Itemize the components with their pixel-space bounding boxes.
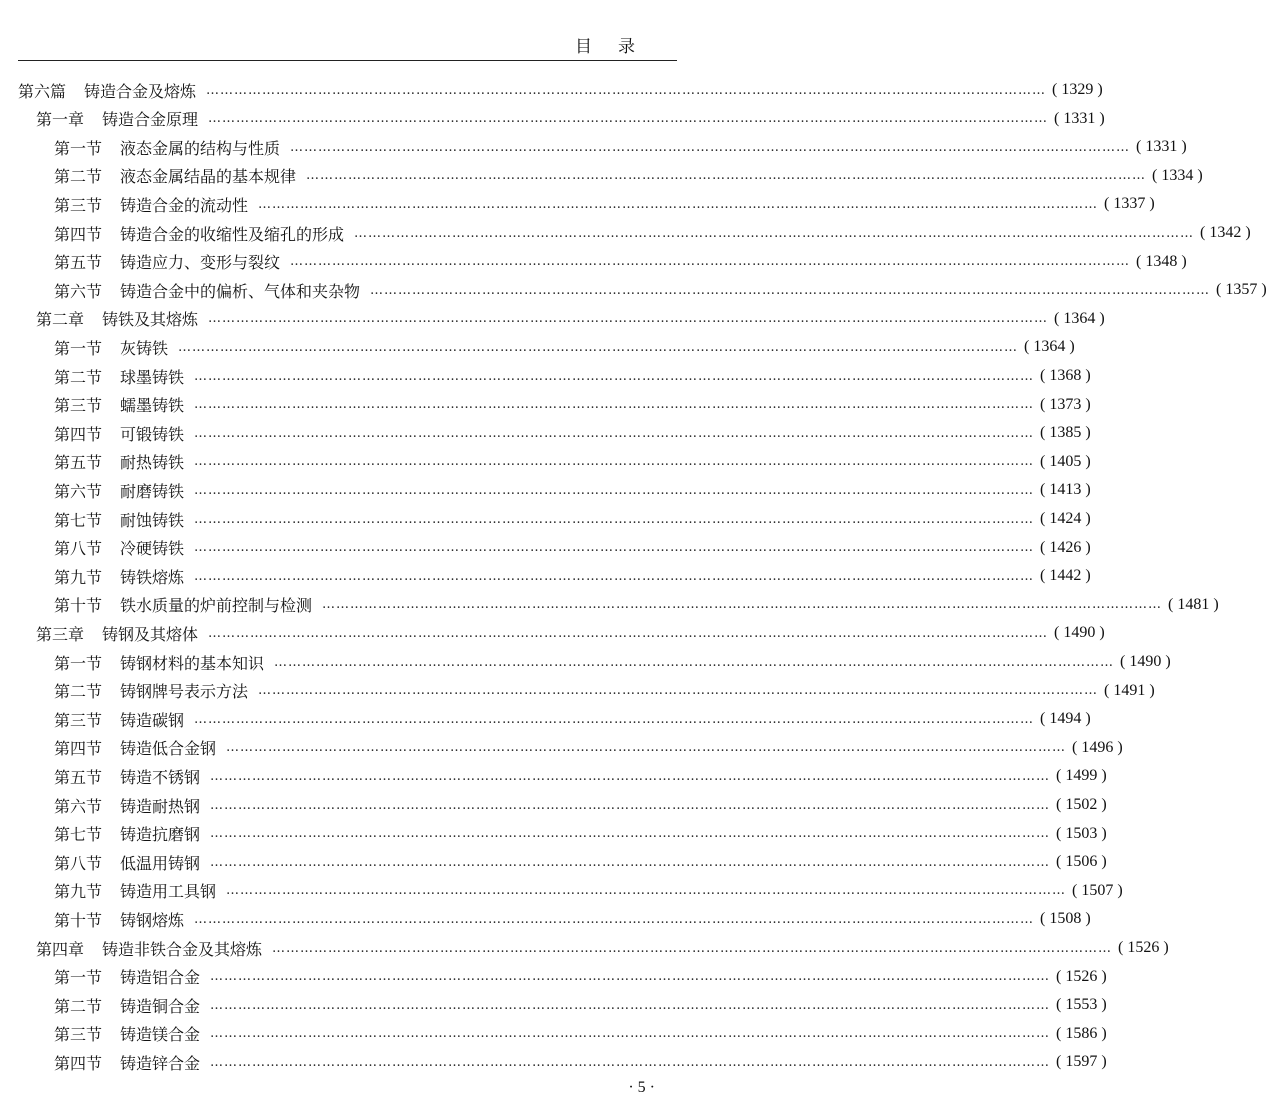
toc-entry-page: ( 1331 ) [1136,138,1187,156]
toc-entry-section[interactable] [0,219,1251,247]
toc-entry-section[interactable] [0,448,1091,476]
toc-entry-label: 第四节 [54,739,103,759]
toc-entry-page: ( 1348 ) [1136,252,1187,270]
toc-entry-title: 铸造抗磨钢 [120,825,201,845]
toc-entry-title: 铸造铝合金 [120,968,201,988]
toc-entry-title: 铸造低合金钢 [120,739,217,759]
toc-entry-section[interactable] [0,162,1203,190]
toc-entry-label: 第六篇 [18,81,67,101]
toc-entry-title: 铸造合金的流动性 [120,195,249,215]
toc-entry-section[interactable] [0,848,1107,876]
page-title: 目录 [575,37,661,57]
dot-leader: ……………………………………………………………………………………………………………………………………………………………… [354,225,1195,241]
dot-leader: ……………………………………………………………………………………………………………………………………………………………… [210,969,1051,985]
toc-entry-title: 铸造应力、变形与裂纹 [120,253,281,273]
toc-entry-label: 第十节 [54,910,103,930]
toc-entry-page: ( 1357 ) [1216,281,1267,299]
toc-entry-title: 铸钢材料的基本知识 [120,653,265,673]
dot-leader: ……………………………………………………………………………………………………………………………………………………………… [208,311,1049,327]
toc-entry-section[interactable] [0,505,1091,533]
toc-entry-title: 铸造镁合金 [120,1025,201,1045]
toc-entry-page: ( 1507 ) [1072,881,1123,899]
toc-entry-label: 第八节 [54,853,103,873]
dot-leader: ……………………………………………………………………………………………………………………………………………………………… [274,654,1115,670]
toc-entry-section[interactable] [0,476,1091,504]
toc-entry-title: 铸钢熔炼 [120,910,185,930]
toc-entry-section[interactable] [0,991,1107,1019]
toc-entry-page: ( 1337 ) [1104,195,1155,213]
toc-entry-label: 第二节 [54,167,103,187]
toc-entry-label: 第二节 [54,367,103,387]
dot-leader: ……………………………………………………………………………………………………………………………………………………………… [194,368,1035,384]
dot-leader: ……………………………………………………………………………………………………………………………………………………………… [210,797,1051,813]
toc-entry-title: 耐磨铸铁 [120,481,185,501]
toc-entry-page: ( 1494 ) [1040,710,1091,728]
toc-entry-title: 铸造耐热钢 [120,796,201,816]
toc-entry-title: 铸造合金的收缩性及缩孔的形成 [120,224,345,244]
toc-entry-title: 灰铸铁 [120,338,169,358]
toc-entry-page: ( 1342 ) [1200,224,1251,241]
toc-entry-page: ( 1499 ) [1056,767,1107,785]
toc-entry-chapter[interactable] [0,105,1105,133]
toc-entry-label: 第一节 [54,653,103,673]
toc-entry-label: 第五节 [54,767,103,787]
toc-entry-section[interactable] [0,963,1107,991]
toc-entry-title: 冷硬铸铁 [120,539,185,559]
toc-entry-page: ( 1373 ) [1040,395,1091,413]
toc-entry-title: 铸造合金及熔炼 [84,81,197,101]
toc-entry-label: 第六节 [54,281,103,301]
toc-entry-section[interactable] [0,248,1187,276]
page-number: · 5 · [628,1079,655,1096]
toc-entry-section[interactable] [0,190,1155,218]
toc-entry-page: ( 1503 ) [1056,824,1107,842]
toc-entry-label: 第四节 [54,224,103,244]
toc-entry-title: 蠕墨铸铁 [120,396,185,416]
toc-entry-section[interactable] [0,791,1107,819]
dot-leader: ……………………………………………………………………………………………………………………………………………………………… [208,625,1049,641]
toc-entry-section[interactable] [0,734,1123,762]
toc-entry-title: 铸造合金原理 [102,110,199,130]
toc-entry-label: 第二节 [54,682,103,702]
toc-entry-section[interactable] [0,648,1171,676]
toc-entry-page: ( 1508 ) [1040,910,1091,928]
toc-entry-section[interactable] [0,820,1107,848]
toc-entry-label: 第四章 [36,939,85,959]
dot-leader: ……………………………………………………………………………………………………………………………………………………………… [194,482,1035,498]
toc-entry-title: 液态金属结晶的基本规律 [120,167,297,187]
dot-leader: ……………………………………………………………………………………………………………………………………………………………… [290,254,1131,270]
toc-entry-title: 球墨铸铁 [120,367,185,387]
toc-entry-title: 低温用铸钢 [120,853,201,873]
dot-leader: ……………………………………………………………………………………………………………………………………………………………… [258,196,1099,212]
dot-leader: ……………………………………………………………………………………………………………………………………………………………… [370,282,1211,298]
dot-leader: ……………………………………………………………………………………………………………………………………………………………… [210,1054,1051,1070]
toc-entry-title: 铸钢牌号表示方法 [120,682,249,702]
page-header [18,28,677,61]
toc-entry-label: 第三节 [54,1025,103,1045]
toc-entry-title: 铸造合金中的偏析、气体和夹杂物 [120,281,361,301]
toc-entry-chapter[interactable] [0,619,1105,647]
toc-entry-page: ( 1506 ) [1056,853,1107,871]
dot-leader: ……………………………………………………………………………………………………………………………………………………………… [194,454,1035,470]
toc-entry-section[interactable] [0,1020,1107,1048]
dot-leader: ……………………………………………………………………………………………………………………………………………………………… [210,826,1051,842]
toc-entry-label: 第三节 [54,396,103,416]
toc-entry-section[interactable] [0,905,1091,933]
dot-leader: ……………………………………………………………………………………………………………………………………………………………… [210,1026,1051,1042]
dot-leader: ……………………………………………………………………………………………………………………………………………………………… [194,540,1035,556]
toc-entry-title: 铸造用工具钢 [120,882,217,902]
toc-entry-page: ( 1413 ) [1040,481,1091,499]
toc-entry-page: ( 1491 ) [1104,681,1155,699]
toc-entry-label: 第八节 [54,539,103,559]
toc-entry-page: ( 1481 ) [1168,595,1219,613]
toc-entry-title: 铸铁熔炼 [120,567,185,587]
toc-entry-part[interactable] [0,76,1103,104]
toc-entry-label: 第一章 [36,110,85,130]
toc-entry-title: 铸造铜合金 [120,996,201,1016]
toc-entry-label: 第三节 [54,710,103,730]
toc-entry-section[interactable] [0,419,1091,447]
toc-entry-section[interactable] [0,133,1187,161]
toc-entry-page: ( 1597 ) [1056,1053,1107,1071]
toc-entry-page: ( 1553 ) [1056,996,1107,1014]
toc-entry-label: 第三节 [54,195,103,215]
toc-entry-page: ( 1586 ) [1056,1024,1107,1042]
toc-entry-page: ( 1502 ) [1056,796,1107,813]
toc-entry-title: 铸造锌合金 [120,1053,201,1073]
toc-entry-label: 第一节 [54,338,103,358]
dot-leader: ……………………………………………………………………………………………………………………………………………………………… [322,597,1163,613]
toc-entry-page: ( 1526 ) [1056,967,1107,985]
dot-leader: ……………………………………………………………………………………………………………………………………………………………… [226,740,1067,756]
dot-leader: ……………………………………………………………………………………………………………………………………………………………… [208,111,1049,127]
toc-entry-page: ( 1331 ) [1054,109,1105,127]
toc-entry-title: 耐蚀铸铁 [120,510,185,530]
toc-entry-section[interactable] [0,762,1107,790]
toc-entry-section[interactable] [0,705,1091,733]
toc-entry-section[interactable] [0,276,1267,304]
toc-entry-page: ( 1368 ) [1040,367,1091,384]
toc-entry-label: 第一节 [54,138,103,158]
toc-entry-label: 第二章 [36,310,85,330]
toc-entry-section[interactable] [0,391,1091,419]
dot-leader: ……………………………………………………………………………………………………………………………………………………………… [194,911,1035,927]
toc-entry-section[interactable] [0,362,1091,390]
toc-entry-page: ( 1329 ) [1052,81,1103,98]
dot-leader: ……………………………………………………………………………………………………………………………………………………………… [210,997,1051,1013]
toc-entry-label: 第七节 [54,825,103,845]
toc-entry-page: ( 1405 ) [1040,452,1091,470]
toc-entry-page: ( 1385 ) [1040,424,1091,442]
toc-entry-page: ( 1424 ) [1040,510,1091,527]
toc-entry-label: 第二节 [54,996,103,1016]
toc-entry-title: 铸铁及其熔炼 [102,310,199,330]
toc-entry-label: 第四节 [54,1053,103,1073]
toc-entry-label: 第四节 [54,424,103,444]
toc-entry-label: 第九节 [54,567,103,587]
toc-entry-chapter[interactable] [0,305,1105,333]
toc-entry-label: 第九节 [54,882,103,902]
toc-entry-page: ( 1442 ) [1040,567,1091,585]
dot-leader: ……………………………………………………………………………………………………………………………………………………………… [194,711,1035,727]
toc-entry-page: ( 1426 ) [1040,538,1091,556]
dot-leader: ……………………………………………………………………………………………………………………………………………………………… [210,768,1051,784]
toc-entry-section[interactable] [0,1048,1107,1076]
toc-entry-section[interactable] [0,562,1091,590]
toc-entry-title: 液态金属的结构与性质 [120,138,281,158]
toc-entry-title: 铸造不锈钢 [120,767,201,787]
dot-leader: ……………………………………………………………………………………………………………………………………………………………… [194,568,1035,584]
dot-leader: ……………………………………………………………………………………………………………………………………………………………… [290,139,1131,155]
toc-entry-title: 可锻铸铁 [120,424,185,444]
dot-leader: ……………………………………………………………………………………………………………………………………………………………… [306,168,1147,184]
toc-entry-section[interactable] [0,591,1219,619]
dot-leader: ……………………………………………………………………………………………………………………………………………………………… [194,511,1035,527]
toc-entry-section[interactable] [0,677,1155,705]
toc-entry-label: 第七节 [54,510,103,530]
toc-entry-label: 第五节 [54,453,103,473]
toc-entry-label: 第十节 [54,596,103,616]
toc-entry-page: ( 1490 ) [1120,653,1171,670]
toc-entry-title: 耐热铸铁 [120,453,185,473]
toc-entry-page: ( 1490 ) [1054,624,1105,642]
dot-leader: ……………………………………………………………………………………………………………………………………………………………… [194,397,1035,413]
toc-entry-section[interactable] [0,877,1123,905]
toc-entry-title: 铸钢及其熔体 [102,624,199,644]
toc-entry-label: 第三章 [36,624,85,644]
toc-entry-label: 第一节 [54,968,103,988]
toc-entry-label: 第六节 [54,481,103,501]
dot-leader: ……………………………………………………………………………………………………………………………………………………………… [258,683,1099,699]
toc-entry-title: 铁水质量的炉前控制与检测 [120,596,313,616]
toc-entry-section[interactable] [0,333,1075,361]
toc-entry-label: 第五节 [54,253,103,273]
dot-leader: ……………………………………………………………………………………………………………………………………………………………… [210,854,1051,870]
toc-entry-title: 铸造碳钢 [120,710,185,730]
toc-entry-page: ( 1526 ) [1118,939,1169,956]
toc-entry-page: ( 1496 ) [1072,738,1123,756]
toc-entry-title: 铸造非铁合金及其熔炼 [102,939,263,959]
dot-leader: ……………………………………………………………………………………………………………………………………………………………… [194,425,1035,441]
toc-entry-page: ( 1334 ) [1152,166,1203,184]
dot-leader: ……………………………………………………………………………………………………………………………………………………………… [206,82,1047,98]
dot-leader: ……………………………………………………………………………………………………………………………………………………………… [272,940,1113,956]
dot-leader: ……………………………………………………………………………………………………………………………………………………………… [226,883,1067,899]
toc-entry-chapter[interactable] [0,934,1169,962]
toc-entry-page: ( 1364 ) [1054,309,1105,327]
toc-entry-section[interactable] [0,534,1091,562]
toc-entry-label: 第六节 [54,796,103,816]
dot-leader: ……………………………………………………………………………………………………………………………………………………………… [178,339,1019,355]
toc-entry-page: ( 1364 ) [1024,338,1075,356]
